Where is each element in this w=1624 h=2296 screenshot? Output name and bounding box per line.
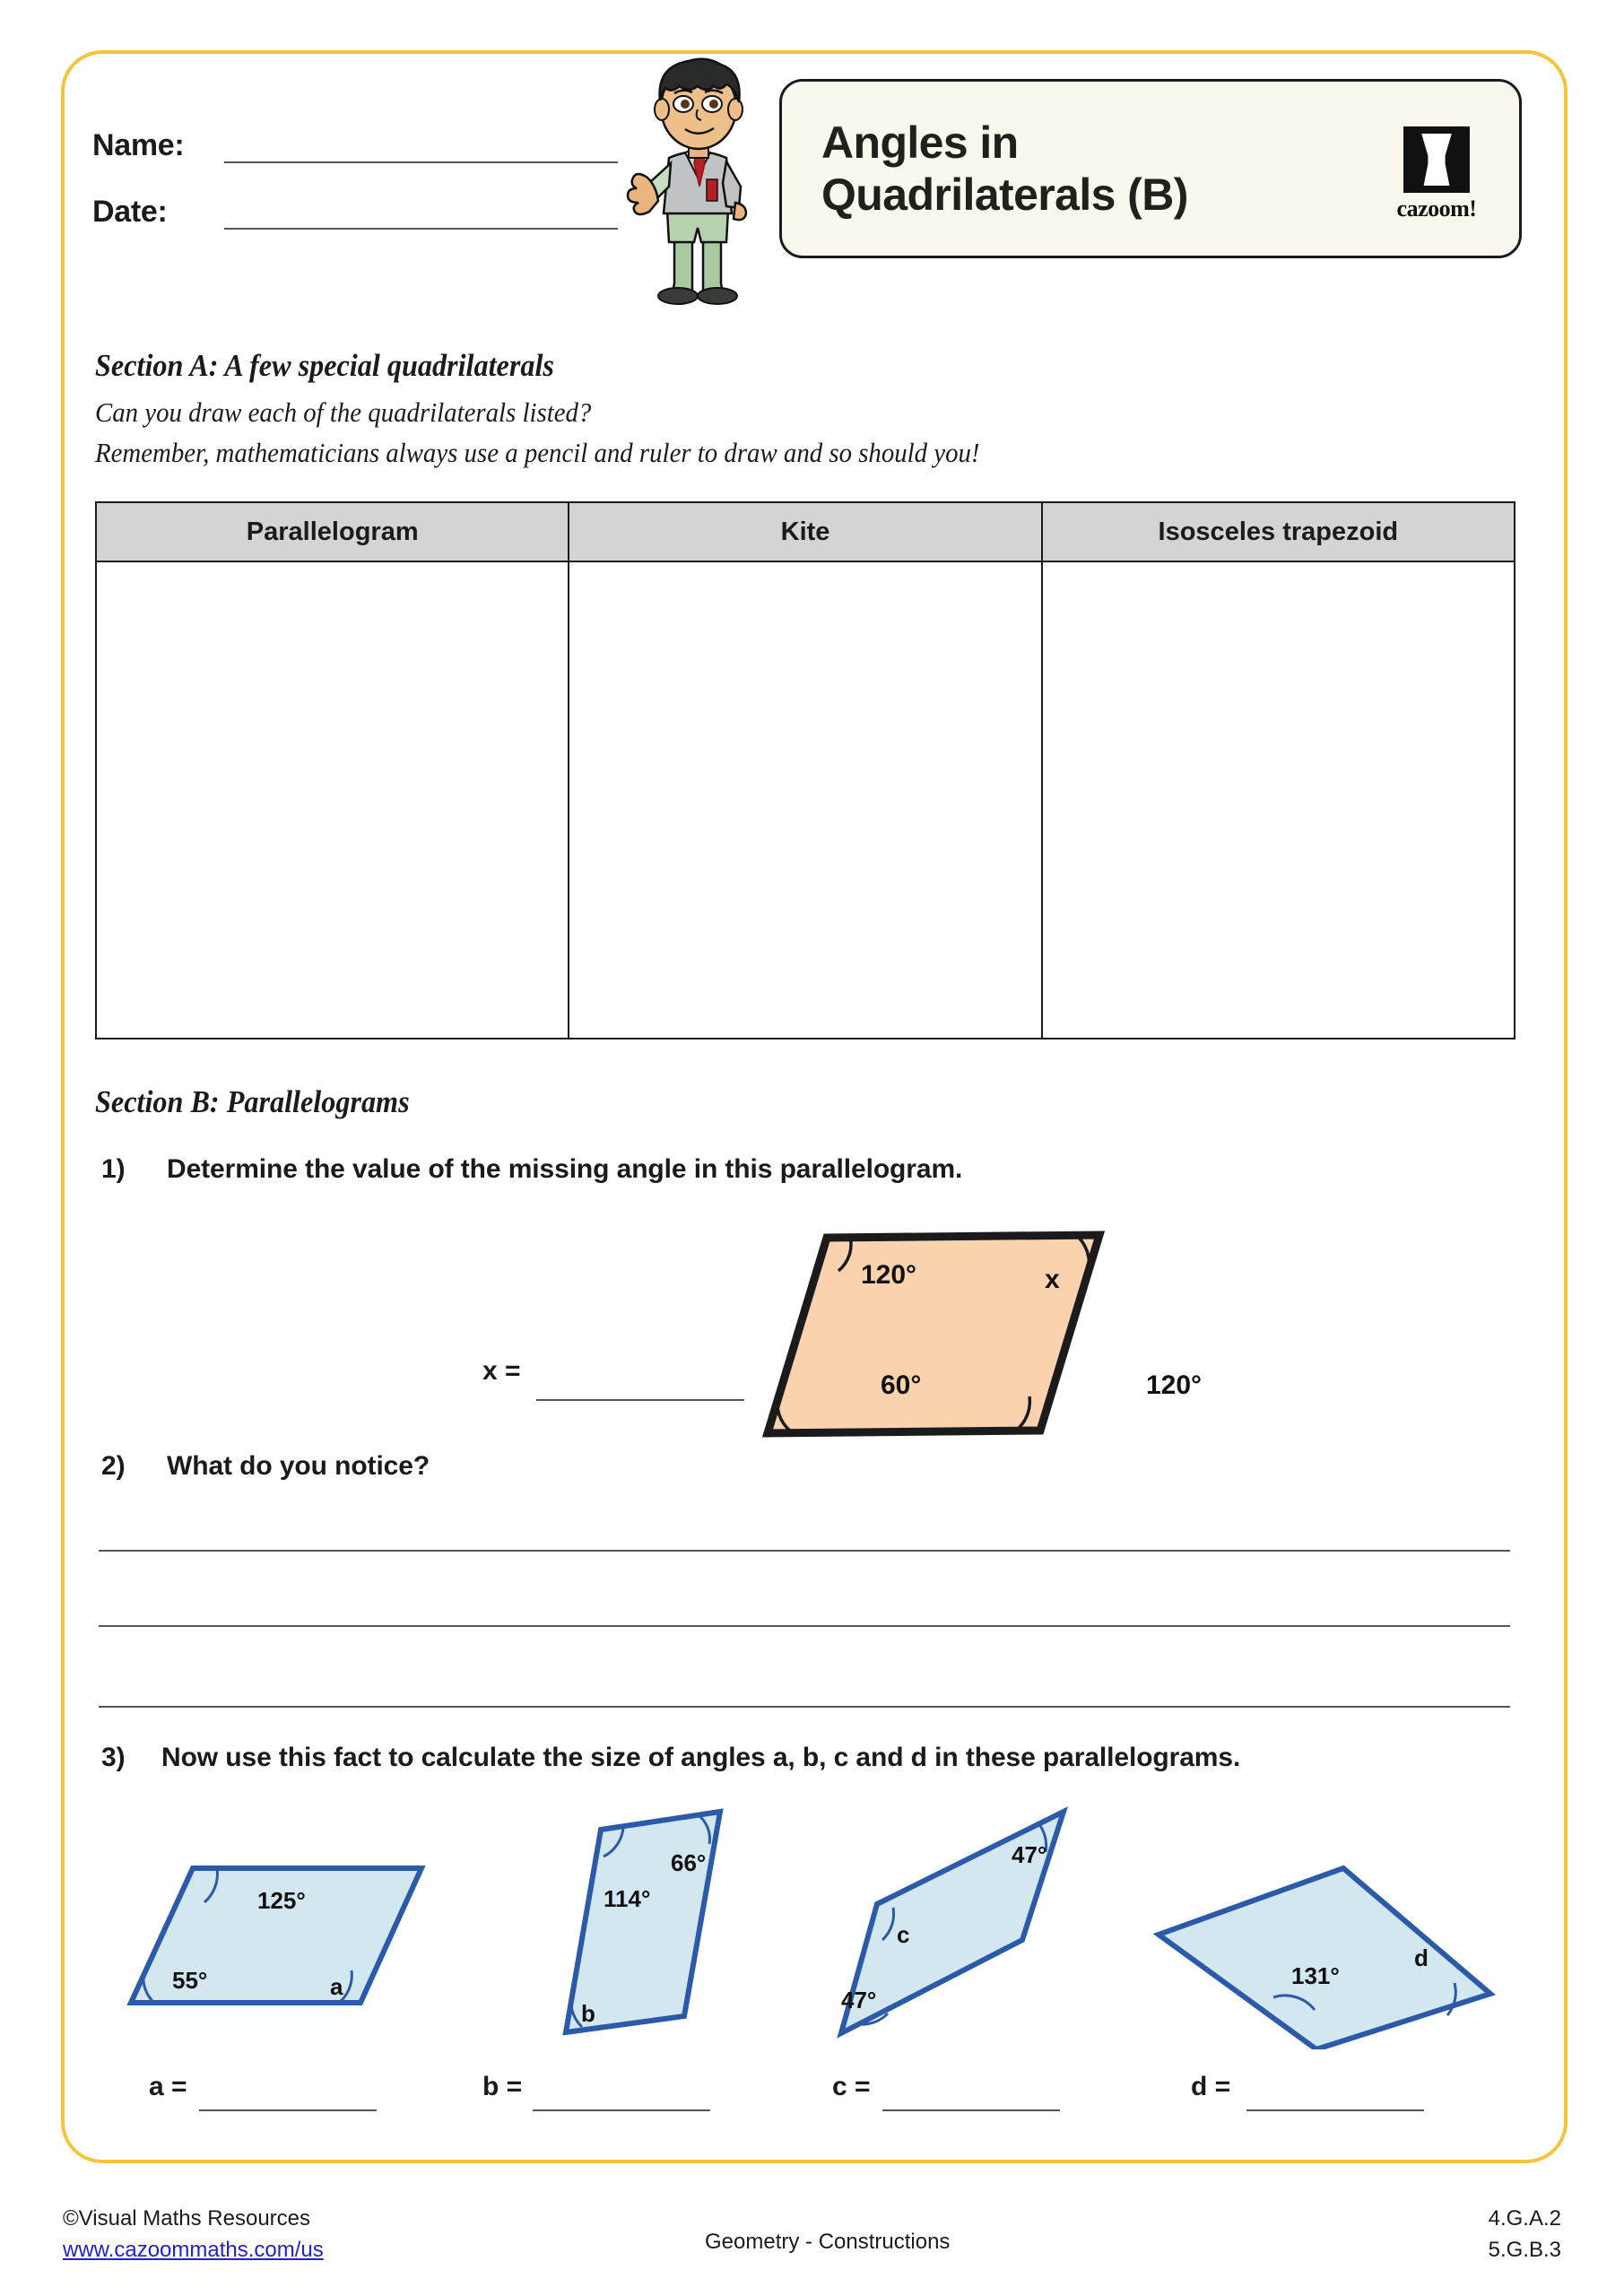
q1-parallelogram-figure — [682, 1206, 1255, 1439]
footer-copyright: ©Visual Maths Resources — [63, 2206, 311, 2231]
date-input-line[interactable] — [224, 199, 618, 230]
answer-a-line[interactable] — [199, 2109, 377, 2111]
name-label: Name: — [92, 128, 185, 162]
date-row — [92, 163, 648, 230]
drawing-cell-isosceles-trapezoid[interactable] — [1042, 561, 1515, 1039]
footer-website-link[interactable]: www.cazoommaths.com/us — [63, 2237, 324, 2262]
column-header-kite: Kite — [569, 502, 1041, 561]
q1-angle-top-left-label: 120° — [861, 1260, 917, 1290]
worksheet-title-card — [779, 79, 1522, 258]
shape-a-angle-bottom-left-label: 55° — [172, 1967, 208, 1994]
footer-standards-block — [1489, 2204, 1561, 2266]
hourglass-vase-icon — [1419, 134, 1455, 186]
cazoom-mark-icon — [1403, 126, 1470, 193]
column-header-isosceles-trapezoid: Isosceles trapezoid — [1042, 502, 1515, 561]
name-row — [92, 97, 648, 163]
shape-a-angle-top-left-label: 125° — [257, 1887, 306, 1914]
footer-left-block — [63, 2204, 324, 2266]
footer-standard-2: 5.G.B.3 — [1488, 2237, 1561, 2262]
shape-b-angle-bottom-left-label: b — [581, 2000, 595, 2027]
cazoom-wordmark: cazoom! — [1396, 196, 1477, 222]
q2-answer-line-3[interactable] — [99, 1706, 1510, 1708]
question-2-number: 2) — [101, 1451, 126, 1481]
cazoom-logo — [1388, 126, 1485, 227]
drawing-cell-parallelogram[interactable] — [96, 561, 569, 1039]
q1-angle-bottom-left-label: 60° — [881, 1370, 922, 1400]
answer-d-label: d = — [1191, 2072, 1231, 2101]
name-input-line[interactable] — [224, 133, 618, 163]
shape-c-angle-label: c — [897, 1921, 910, 1948]
question-1-number: 1) — [101, 1154, 126, 1184]
date-label: Date: — [92, 195, 168, 229]
q2-answer-line-1[interactable] — [99, 1550, 1510, 1552]
q1-angle-bottom-right-label: 120° — [1146, 1370, 1203, 1400]
answer-c-label: c = — [832, 2072, 871, 2101]
name-date-block — [92, 97, 648, 230]
answer-c-line[interactable] — [882, 2109, 1060, 2111]
footer-standard-1: 4.G.A.2 — [1488, 2206, 1561, 2231]
question-3-number: 3) — [101, 1743, 126, 1772]
quadrilateral-drawing-table — [95, 501, 1515, 1039]
shape-c-angle-top-right-label: 47° — [1012, 1841, 1047, 1868]
shape-d-angle-right-label: d — [1414, 1944, 1429, 1971]
parallelogram-d-figure — [1139, 1825, 1498, 2049]
footer-topic: Geometry - Constructions — [705, 2230, 951, 2254]
column-header-parallelogram: Parallelogram — [96, 502, 569, 561]
boy-mascot-icon — [613, 52, 784, 312]
table-row — [96, 561, 1515, 1039]
answer-b-line[interactable] — [533, 2109, 710, 2111]
section-b-heading: Section B: Parallelograms — [95, 1084, 410, 1119]
q2-answer-line-2[interactable] — [99, 1625, 1510, 1627]
answer-b-label: b = — [482, 2072, 523, 2101]
q1-angle-top-right-label: x — [1045, 1265, 1060, 1294]
question-1-text: Determine the value of the missing angle in this parallelogram. — [167, 1154, 963, 1184]
section-a-instruction-2: Remember, mathematicians always use a pencil and ruler to draw and so should you! — [95, 437, 980, 468]
shape-b-angle-top-right-label: 66° — [671, 1849, 707, 1876]
parallelogram-a-figure — [117, 1843, 439, 2049]
question-3-text: Now use this fact to calculate the size of angles a, b, c and d in these parallelograms. — [161, 1743, 1241, 1772]
page-title: Angles in Quadrilaterals (B) — [821, 117, 1188, 220]
shape-b-angle-top-left-label: 114° — [604, 1885, 651, 1912]
shape-a-angle-bottom-right-label: a — [330, 1973, 343, 2000]
answer-d-line[interactable] — [1246, 2109, 1424, 2111]
shape-d-angle-bottom-label: 131° — [1291, 1962, 1340, 1989]
q1-answer-prefix: x = — [482, 1356, 521, 1386]
answer-a-label: a = — [149, 2072, 187, 2101]
section-a-instruction-1: Can you draw each of the quadrilaterals listed? — [95, 396, 592, 428]
table-header-row — [96, 502, 1515, 561]
section-a-heading: Section A: A few special quadrilaterals — [95, 348, 554, 383]
drawing-cell-kite[interactable] — [569, 561, 1041, 1039]
shape-c-angle-bottom-left-label: 47° — [841, 1987, 877, 2013]
question-2-text: What do you notice? — [167, 1451, 430, 1481]
